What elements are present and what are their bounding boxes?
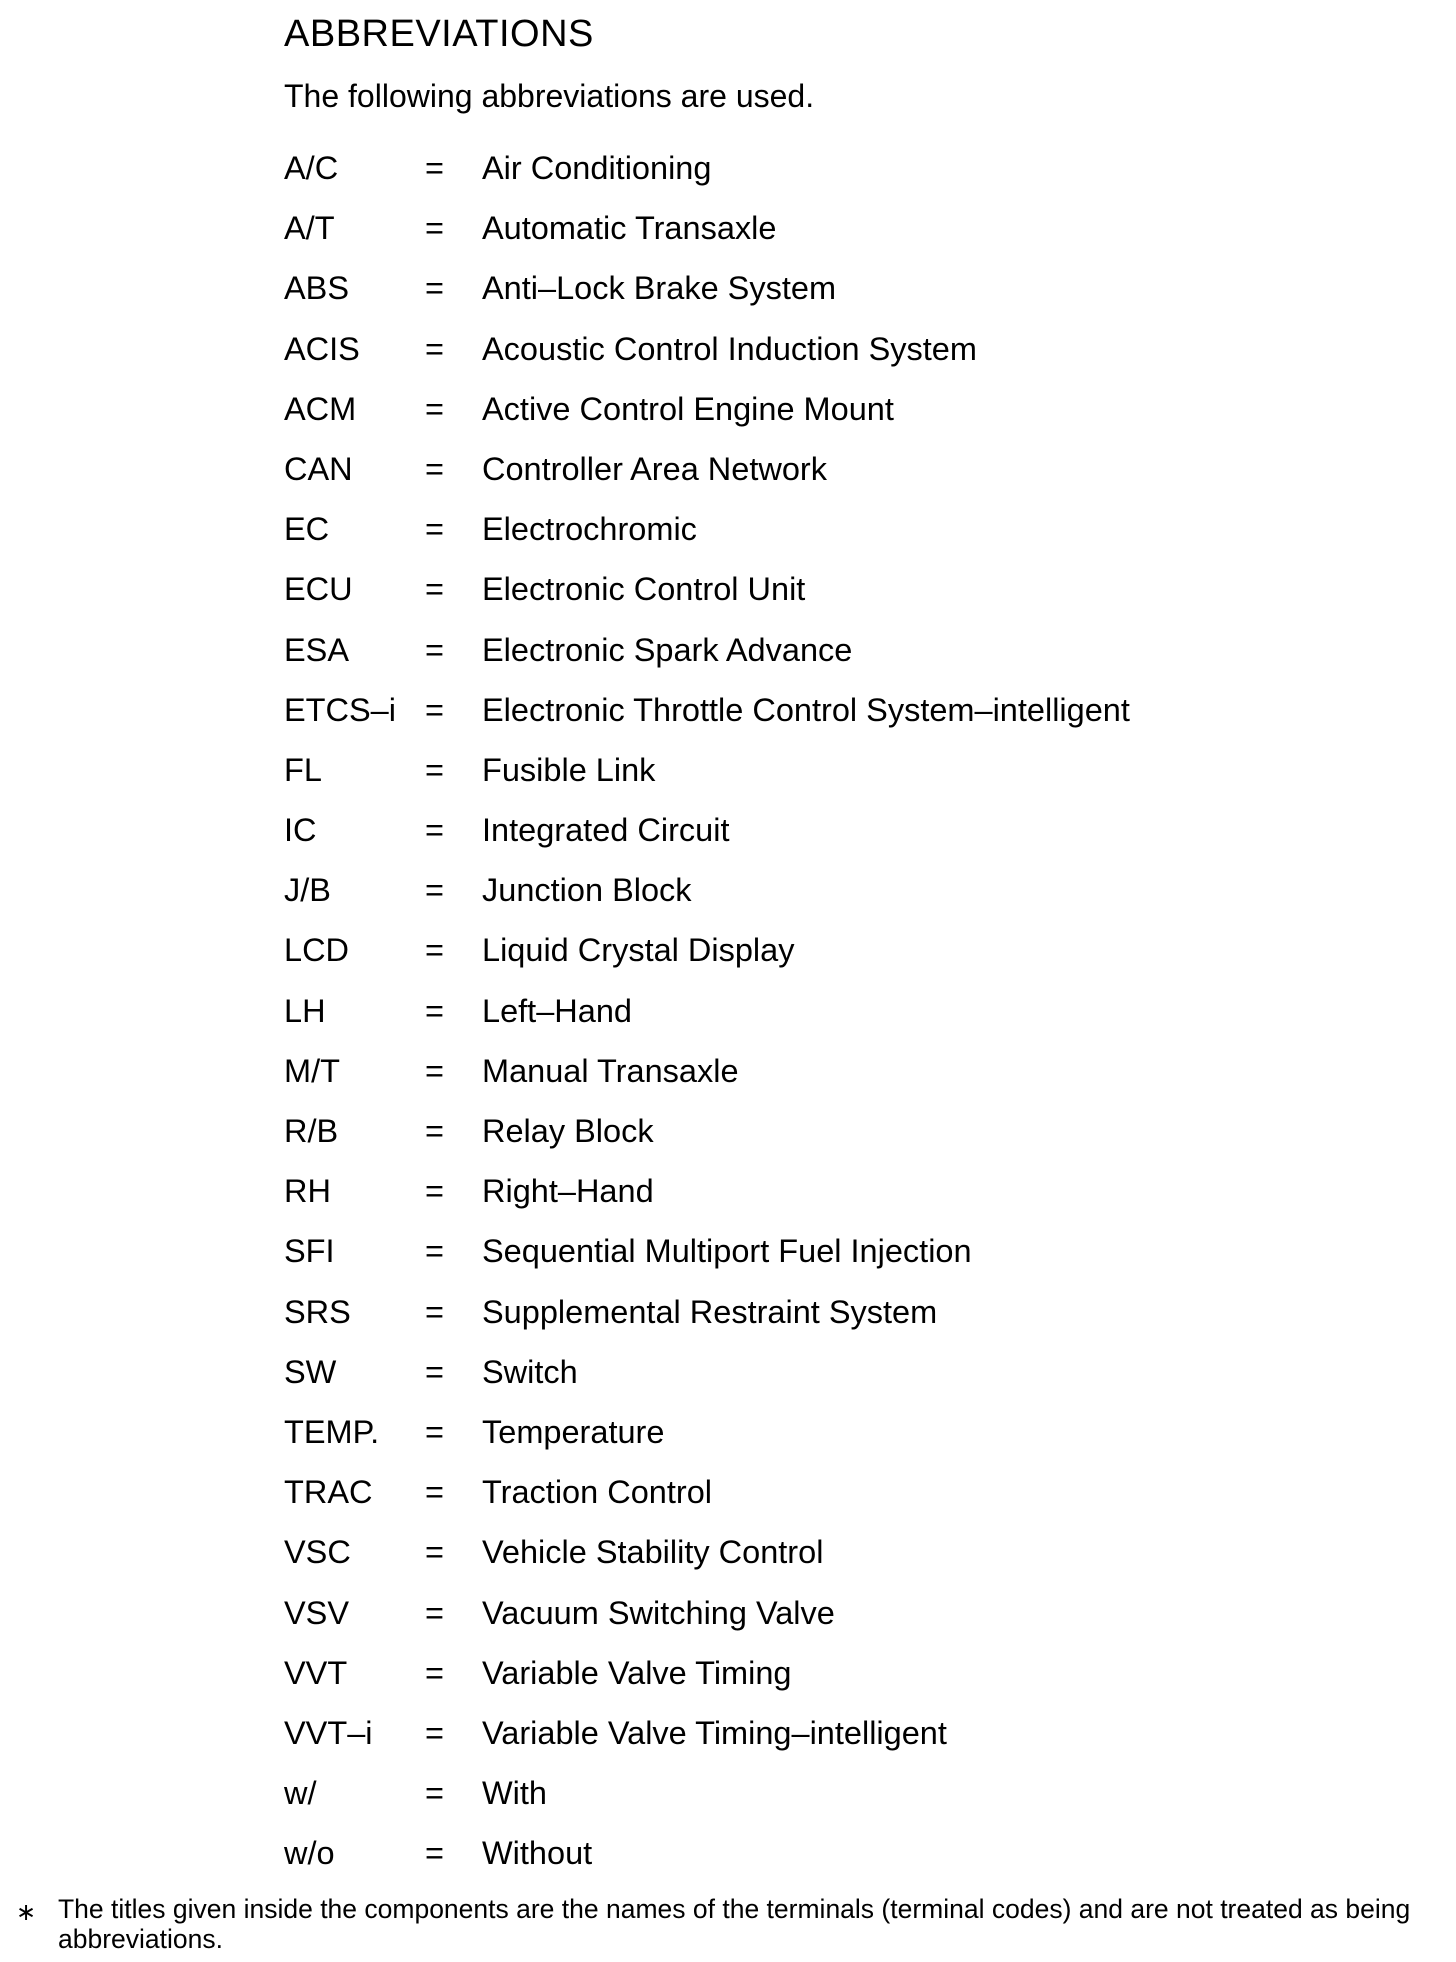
abbreviation-definition: Temperature: [482, 1413, 665, 1450]
abbreviation-definition: Electronic Spark Advance: [482, 631, 853, 668]
abbreviation-term: IC: [284, 812, 317, 849]
abbreviation-definition: Electrochromic: [482, 511, 697, 548]
equals-sign: =: [425, 691, 444, 728]
equals-sign: =: [425, 631, 444, 668]
abbreviation-definition: Junction Block: [482, 872, 692, 909]
abbreviation-definition: Switch: [482, 1353, 578, 1390]
page-title: ABBREVIATIONS: [284, 13, 594, 55]
abbreviation-term: A/T: [284, 210, 335, 247]
equals-sign: =: [425, 1293, 444, 1330]
abbreviation-term: CAN: [284, 450, 353, 487]
abbreviation-term: w/: [284, 1775, 317, 1812]
equals-sign: =: [425, 270, 444, 307]
abbreviation-definition: Liquid Crystal Display: [482, 932, 795, 969]
abbreviation-definition: Vacuum Switching Valve: [482, 1594, 835, 1631]
abbreviation-term: VVT–i: [284, 1714, 373, 1751]
footnote-mark: ∗: [16, 1899, 37, 1926]
equals-sign: =: [425, 992, 444, 1029]
intro-text: The following abbreviations are used.: [284, 78, 815, 114]
equals-sign: =: [425, 1413, 444, 1450]
abbreviation-definition: Manual Transaxle: [482, 1052, 739, 1089]
equals-sign: =: [425, 812, 444, 849]
abbreviation-term: VSV: [284, 1594, 350, 1631]
equals-sign: =: [425, 1534, 444, 1571]
abbreviation-term: RH: [284, 1173, 331, 1210]
abbreviation-term: ACIS: [284, 330, 360, 367]
abbreviation-definition: Electronic Control Unit: [482, 571, 806, 608]
abbreviation-term: VSC: [284, 1534, 351, 1571]
abbreviation-term: ACM: [284, 390, 357, 427]
abbreviation-term: VVT: [284, 1654, 348, 1691]
abbreviation-term: TRAC: [284, 1474, 373, 1511]
abbreviation-term: R/B: [284, 1113, 339, 1149]
equals-sign: =: [425, 1233, 444, 1270]
equals-sign: =: [425, 1714, 444, 1751]
abbreviation-term: ETCS–i: [284, 691, 396, 728]
abbreviation-definition: Acoustic Control Induction System: [482, 330, 977, 367]
abbreviation-term: TEMP.: [284, 1413, 380, 1450]
equals-sign: =: [425, 751, 444, 788]
abbreviation-term: SFI: [284, 1233, 335, 1270]
equals-sign: =: [425, 450, 444, 487]
abbreviation-term: EC: [284, 511, 330, 548]
equals-sign: =: [425, 210, 444, 247]
equals-sign: =: [425, 1775, 444, 1812]
abbreviation-term: ESA: [284, 631, 350, 668]
abbreviation-definition: Air Conditioning: [482, 150, 712, 186]
abbreviation-definition: Active Control Engine Mount: [482, 390, 894, 427]
abbreviation-definition: With: [482, 1775, 547, 1812]
abbreviation-term: ABS: [284, 270, 350, 307]
abbreviation-definition: Vehicle Stability Control: [482, 1534, 824, 1571]
abbreviation-term: SRS: [284, 1293, 351, 1330]
abbreviation-definition: Anti–Lock Brake System: [482, 270, 837, 307]
abbreviation-term: LH: [284, 992, 326, 1029]
abbreviation-term: LCD: [284, 932, 350, 969]
equals-sign: =: [425, 1113, 444, 1149]
equals-sign: =: [425, 1594, 444, 1631]
abbreviation-definition: Traction Control: [482, 1474, 712, 1511]
equals-sign: =: [425, 1654, 444, 1691]
equals-sign: =: [425, 1835, 444, 1872]
abbreviation-definition: Fusible Link: [482, 751, 656, 788]
abbreviation-definition: Variable Valve Timing–intelligent: [482, 1714, 947, 1751]
equals-sign: =: [425, 932, 444, 969]
abbreviation-definition: Relay Block: [482, 1113, 654, 1149]
equals-sign: =: [425, 571, 444, 608]
abbreviation-definition: Sequential Multiport Fuel Injection: [482, 1233, 972, 1270]
equals-sign: =: [425, 1052, 444, 1089]
equals-sign: =: [425, 1173, 444, 1210]
abbreviation-definition: Left–Hand: [482, 992, 632, 1029]
equals-sign: =: [425, 1353, 444, 1390]
abbreviation-definition: Right–Hand: [482, 1173, 654, 1210]
equals-sign: =: [425, 1474, 444, 1511]
abbreviation-definition: Supplemental Restraint System: [482, 1293, 938, 1330]
equals-sign: =: [425, 330, 444, 367]
abbreviation-term: SW: [284, 1353, 337, 1390]
footnote-text: The titles given inside the components are the names of the terminals (terminal codes) and are not treated as being abbreviations.: [58, 1894, 1411, 1954]
equals-sign: =: [425, 511, 444, 548]
abbreviation-definition: Electronic Throttle Control System–intelligent: [482, 691, 1130, 728]
abbreviation-term: w/o: [284, 1835, 335, 1872]
abbreviation-definition: Integrated Circuit: [482, 812, 730, 849]
abbreviation-term: A/C: [284, 150, 339, 186]
abbreviation-definition: Controller Area Network: [482, 450, 827, 487]
abbreviation-term: ECU: [284, 571, 353, 608]
equals-sign: =: [425, 872, 444, 909]
equals-sign: =: [425, 150, 444, 186]
abbreviation-definition: Variable Valve Timing: [482, 1654, 792, 1691]
abbreviation-definition: Without: [482, 1835, 593, 1872]
abbreviation-term: FL: [284, 751, 322, 788]
abbreviation-definition: Automatic Transaxle: [482, 210, 777, 247]
abbreviation-term: J/B: [284, 872, 331, 909]
abbreviation-term: M/T: [284, 1052, 340, 1089]
equals-sign: =: [425, 390, 444, 427]
